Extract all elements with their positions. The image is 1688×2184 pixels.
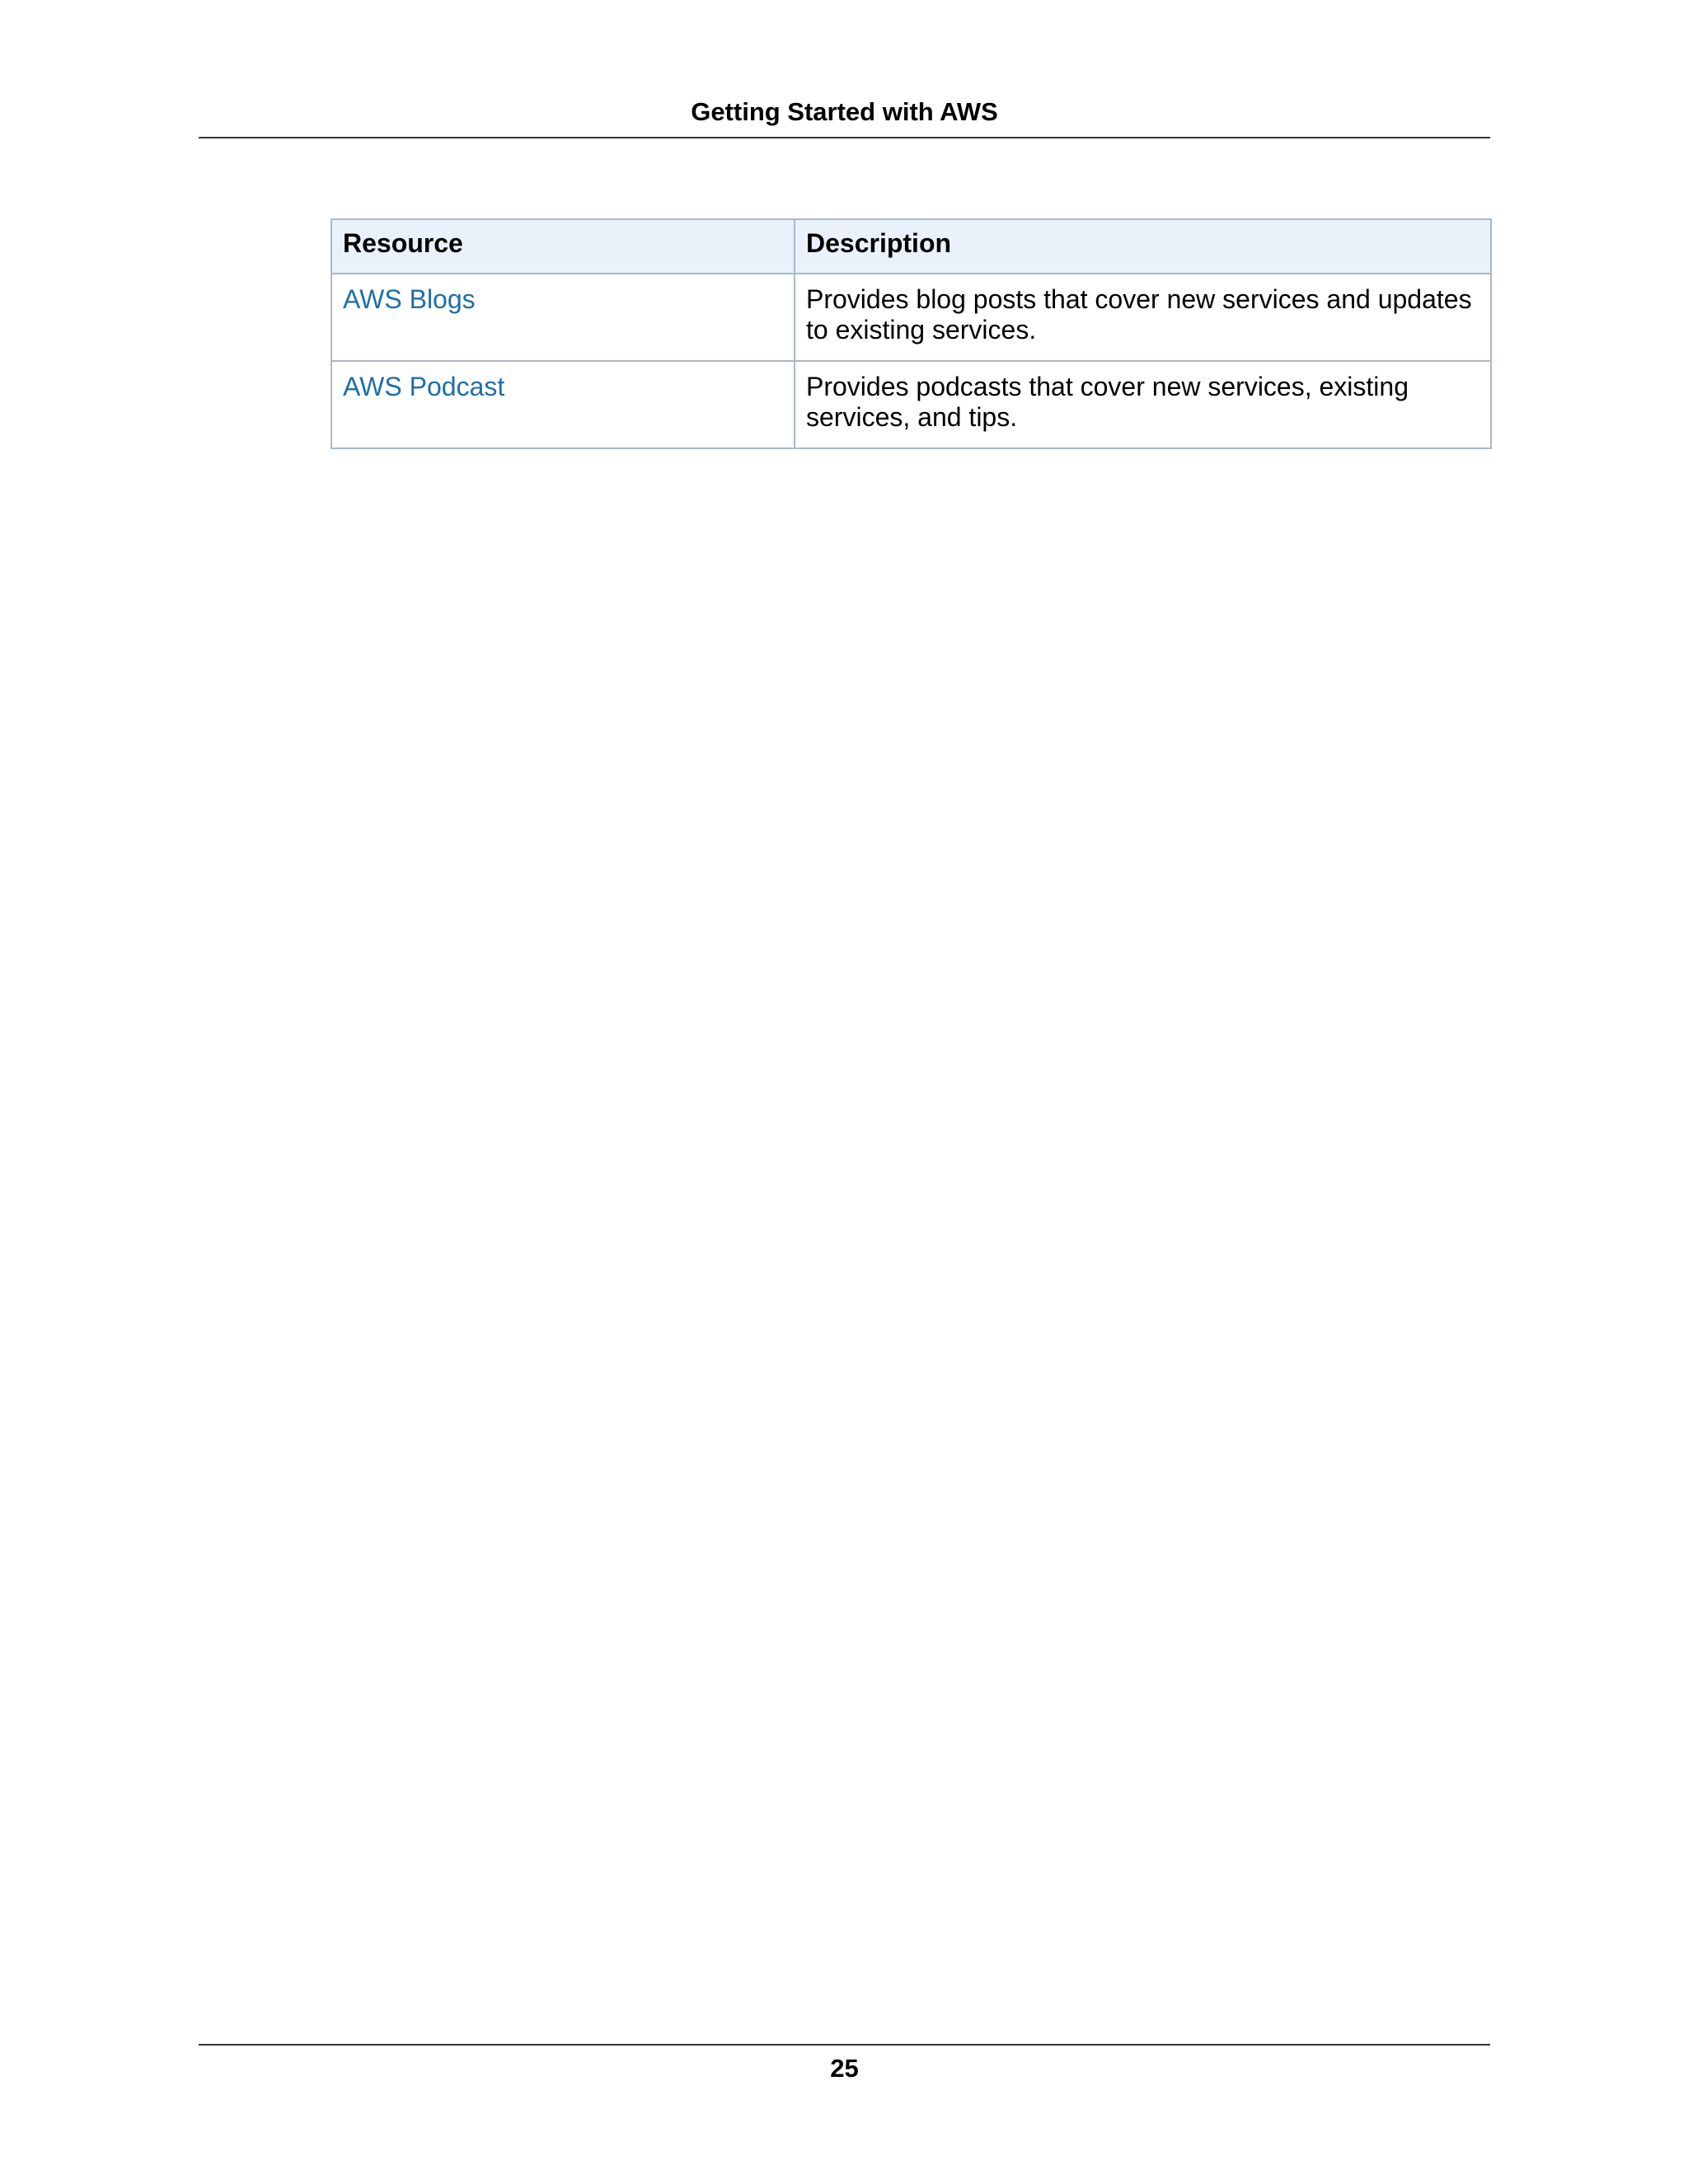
column-header-description: Description (795, 219, 1491, 274)
table-header-row (331, 219, 1491, 274)
page-footer (199, 2044, 1490, 2085)
description-cell: Provides blog posts that cover new services and updates to existing services. (795, 274, 1491, 361)
resource-table (331, 218, 1492, 449)
resource-cell (331, 361, 795, 448)
page-number: 25 (830, 2054, 859, 2083)
description-cell: Provides podcasts that cover new services, existing services, and tips. (795, 361, 1491, 448)
column-header-resource: Resource (331, 219, 795, 274)
resource-cell (331, 274, 795, 361)
aws-podcast-link[interactable]: AWS Podcast (343, 372, 505, 401)
aws-blogs-link[interactable]: AWS Blogs (343, 284, 476, 314)
table-row (331, 274, 1491, 361)
page-title: Getting Started with AWS (691, 97, 998, 126)
table-row (331, 361, 1491, 448)
page-header (199, 92, 1490, 138)
